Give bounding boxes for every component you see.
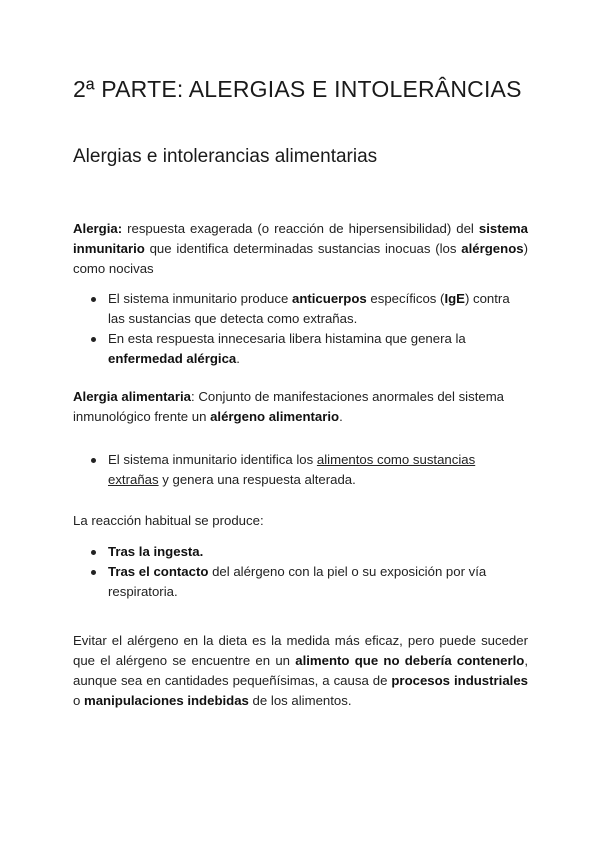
term-alergia: Alergia:: [73, 221, 123, 236]
text-run: .: [339, 409, 343, 424]
bold-run: IgE: [444, 291, 465, 306]
text-run: : Conjunto de manifestaciones anormales del sistema inmunológico frente un: [73, 389, 505, 424]
page-title: 2ª PARTE: ALERGIAS E INTOLERÂNCIAS: [73, 76, 522, 102]
text-run: En esta respuesta innecesaria libera histamina que genera la: [108, 331, 466, 346]
bold-run: Tras la ingesta.: [108, 544, 204, 559]
alergia-alimentaria-definition: [73, 387, 528, 427]
reaccion-intro: La reacción habitual se produce:: [73, 513, 264, 528]
text-run: .: [236, 351, 240, 366]
bold-run: sistema inmunitario: [73, 221, 528, 256]
bold-run: manipulaciones indebidas: [84, 693, 249, 708]
bold-run: alimento que no debería contenerlo: [295, 653, 525, 668]
bold-run: alérgenos: [461, 241, 524, 256]
bold-run: enfermedad alérgica: [108, 351, 237, 366]
term-alergia-alimentaria: Alergia alimentaria: [73, 389, 192, 404]
underlined-run: alimentos como sustancias extrañas: [108, 452, 476, 487]
text-run: específicos (: [366, 291, 445, 306]
text-run: que identifica determinadas sustancias inocuas (los: [144, 241, 462, 256]
text-run: de los alimentos.: [248, 693, 352, 708]
bold-run: anticuerpos: [291, 291, 367, 306]
text-run: o: [73, 693, 84, 708]
list-item: [73, 329, 528, 369]
text-run: respuesta exagerada (o reacción de hipersensibilidad) del: [122, 221, 479, 236]
text-run: y genera una respuesta alterada.: [158, 472, 356, 487]
alimentaria-bullet-list: [73, 450, 528, 490]
section-title: Alergias e intolerancias alimentarias: [73, 146, 378, 167]
list-item: [73, 542, 528, 562]
text-run: ) contra las sustancias que detecta como extrañas.: [108, 291, 510, 326]
list-item: [73, 289, 528, 329]
text-run: ) como nocivas: [73, 241, 528, 276]
list-item: [73, 562, 528, 602]
alergia-definition: [73, 219, 528, 279]
alergia-bullet-list: [73, 289, 528, 369]
bold-run: alérgeno alimentario: [210, 409, 340, 424]
bold-run: procesos industriales: [391, 673, 528, 688]
text-run: El sistema inmunitario produce: [108, 291, 292, 306]
evitar-paragraph: [73, 631, 528, 711]
reaccion-bullet-list: [73, 542, 528, 602]
bold-run: Tras el contacto: [108, 564, 209, 579]
text-run: del alérgeno con la piel o su exposición por vía respiratoria.: [108, 564, 487, 599]
text-run: , aunque sea en cantidades pequeñísimas, a causa de: [73, 653, 528, 688]
text-run: Evitar el alérgeno en la dieta es la medida más eficaz, pero puede suceder que el alérgeno se encuentre en un: [73, 633, 528, 668]
text-run: El sistema inmunitario identifica los: [108, 452, 317, 467]
list-item: [73, 450, 528, 490]
